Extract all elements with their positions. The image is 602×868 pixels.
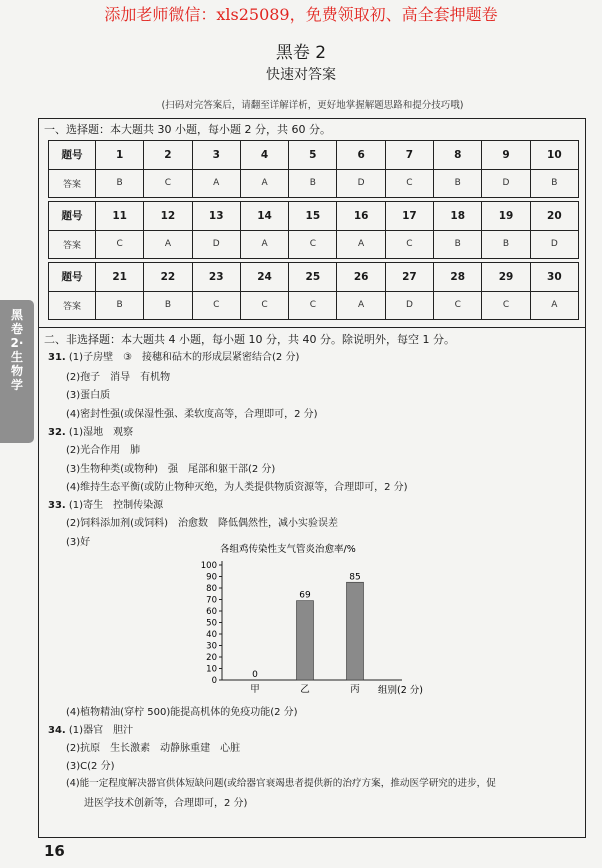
cure-rate-chart: [180, 540, 440, 700]
y-tick-label: 20: [206, 653, 217, 663]
answer-row: [49, 230, 579, 259]
x-tick-label: 乙: [300, 684, 310, 695]
q33-line-4: (4)植物精油(穿柠 500)能提高机体的免疫功能(2 分): [66, 707, 298, 718]
q34-line-3: (3)C(2 分): [66, 761, 115, 772]
answer-cell: B: [96, 169, 144, 198]
chart-x-label: 组别(2 分): [378, 685, 423, 696]
question-number: 18: [434, 202, 482, 231]
answer-cell: A: [240, 230, 288, 259]
q32-line-2: (2)光合作用 肺: [66, 445, 141, 456]
answer-cell: C: [434, 291, 482, 320]
question-number: 5: [289, 141, 337, 170]
question-number: 20: [530, 202, 578, 231]
question-number: 21: [96, 263, 144, 292]
data-label: 0: [252, 670, 258, 680]
question-number: 17: [385, 202, 433, 231]
nonmc-heading: 二、非选择题：本大题共 4 小题，每小题 10 分，共 40 分。除说明外，每空 1 分。: [44, 333, 455, 346]
q33-line-3: (3)好: [66, 537, 91, 548]
answer-cell: B: [530, 169, 578, 198]
question-number: 15: [289, 202, 337, 231]
y-tick-label: 40: [206, 630, 217, 640]
question-number: 26: [337, 263, 385, 292]
question-number: 9: [482, 141, 530, 170]
x-tick-label: 甲: [250, 684, 260, 695]
answer-cell: A: [240, 169, 288, 198]
question-number: 1: [96, 141, 144, 170]
answer-cell: C: [192, 291, 240, 320]
q32-number: 32.: [48, 427, 66, 438]
section-divider: [38, 327, 586, 328]
question-number: 22: [144, 263, 192, 292]
question-number: 11: [96, 202, 144, 231]
answer-cell: C: [240, 291, 288, 320]
page-number: 16: [44, 842, 65, 860]
answer-cell: D: [192, 230, 240, 259]
answer-cell: C: [144, 169, 192, 198]
side-tab-label: 黑卷2·生物学: [10, 308, 24, 392]
question-number: 7: [385, 141, 433, 170]
question-number-row: [49, 263, 579, 292]
row-label-answer: 答案: [49, 169, 96, 198]
y-tick-label: 10: [206, 664, 217, 675]
answer-cell: A: [337, 230, 385, 259]
y-tick-label: 70: [206, 595, 217, 606]
question-number: 27: [385, 263, 433, 292]
row-label-number: 题号: [49, 202, 96, 231]
answer-cell: C: [385, 230, 433, 259]
q31-number: 31.: [48, 352, 66, 363]
y-tick-label: 90: [206, 572, 217, 583]
q32-line-3: (3)生物种类(或物种) 强 尾部和躯干部(2 分): [66, 464, 276, 475]
question-number: 23: [192, 263, 240, 292]
data-label: 85: [349, 572, 361, 583]
q32-answer-1: (1)湿地 观察: [68, 427, 134, 438]
q33-line-1: [48, 496, 163, 511]
q31-answer-1: (1)子房壁 ③ 接穗和砧木的形成层紧密结合(2 分): [68, 352, 300, 363]
question-number: 3: [192, 141, 240, 170]
answer-row: [49, 169, 579, 198]
y-tick-label: 50: [206, 618, 217, 629]
y-tick-label: 30: [206, 641, 217, 652]
answer-cell: D: [530, 230, 578, 259]
answer-cell: B: [434, 230, 482, 259]
question-number: 19: [482, 202, 530, 231]
chart-title: 各组鸡传染性支气管炎治愈率/%: [220, 544, 356, 555]
answer-cell: B: [144, 291, 192, 320]
page-title: 黑卷 2: [275, 43, 327, 63]
answer-cell: B: [96, 291, 144, 320]
question-number-row: [49, 202, 579, 231]
q34-line-2: (2)抗原 生长激素 动静脉重建 心脏: [66, 743, 241, 754]
question-number: 14: [240, 202, 288, 231]
y-tick-label: 80: [206, 584, 217, 594]
answer-cell: D: [337, 169, 385, 198]
question-number: 28: [434, 263, 482, 292]
answer-cell: C: [385, 169, 433, 198]
answer-cell: A: [337, 291, 385, 320]
answer-cell: B: [434, 169, 482, 198]
question-number: 25: [289, 263, 337, 292]
page-subtitle: 快速对答案: [266, 67, 336, 83]
q34-answer-1: (1)器官 胆汁: [68, 725, 134, 736]
q31-line-2: (2)孢子 消导 有机物: [66, 372, 171, 383]
y-tick-label: 60: [206, 607, 217, 617]
question-number: 30: [530, 263, 578, 292]
y-tick-label: 100: [200, 561, 217, 571]
answer-cell: B: [289, 169, 337, 198]
answer-cell: C: [482, 291, 530, 320]
answer-cell: C: [289, 291, 337, 320]
q33-line-2: (2)饲料添加剂(或饲料) 治愈数 降低偶然性，减小实验误差: [66, 518, 338, 529]
q33-answer-1: (1)寄生 控制传染源: [68, 500, 164, 511]
question-number: 10: [530, 141, 578, 170]
question-number: 12: [144, 202, 192, 231]
answer-cell: A: [192, 169, 240, 198]
q34-line-4b: 进医学技术创新等，合理即可，2 分): [84, 798, 248, 809]
row-label-number: 题号: [49, 263, 96, 292]
q31-line-3: (3)蛋白质: [66, 390, 111, 401]
row-label-number: 题号: [49, 141, 96, 170]
answer-cell: D: [385, 291, 433, 320]
bar: [347, 582, 364, 680]
q34-line-1: [48, 721, 133, 736]
question-number: 16: [337, 202, 385, 231]
q32-line-1: [48, 423, 133, 438]
q31-line-4: (4)密封性强(或保湿性强、柔软度高等，合理即可，2 分): [66, 409, 318, 420]
q32-line-4: (4)维持生态平衡(或防止物种灭绝，为人类提供物质资源等，合理即可，2 分): [66, 482, 408, 493]
x-tick-label: 丙: [350, 684, 360, 695]
question-number: 13: [192, 202, 240, 231]
q34-number: 34.: [48, 725, 66, 736]
question-number: 2: [144, 141, 192, 170]
answer-row: [49, 291, 579, 320]
question-number: 24: [240, 263, 288, 292]
mc-answer-table: [48, 140, 579, 320]
data-label: 69: [299, 590, 311, 601]
question-number-row: [49, 141, 579, 170]
q34-line-4a: (4)能一定程度解决器官供体短缺问题(或给器官衰竭患者提供新的治疗方案，推动医学研究的进步，促: [66, 778, 496, 789]
scan-note: (扫码对完答案后，请翻至详解详析，更好地掌握解题思路和提分技巧哦): [161, 100, 464, 111]
question-number: 29: [482, 263, 530, 292]
bar: [297, 601, 314, 680]
q33-number: 33.: [48, 500, 66, 511]
question-number: 6: [337, 141, 385, 170]
row-label-answer: 答案: [49, 230, 96, 259]
row-label-answer: 答案: [49, 291, 96, 320]
promo-banner: 添加老师微信：xls25089，免费领取初、高全套押题卷: [104, 5, 498, 24]
y-tick-label: 0: [211, 676, 217, 686]
answer-cell: A: [144, 230, 192, 259]
answer-cell: C: [96, 230, 144, 259]
answer-cell: C: [289, 230, 337, 259]
question-number: 4: [240, 141, 288, 170]
answer-cell: B: [482, 230, 530, 259]
answer-cell: D: [482, 169, 530, 198]
mc-heading: 一、选择题：本大题共 30 小题，每小题 2 分，共 60 分。: [44, 123, 331, 136]
answer-cell: A: [530, 291, 578, 320]
q31-line-1: [48, 348, 299, 363]
question-number: 8: [434, 141, 482, 170]
chart-bars: [250, 572, 363, 695]
